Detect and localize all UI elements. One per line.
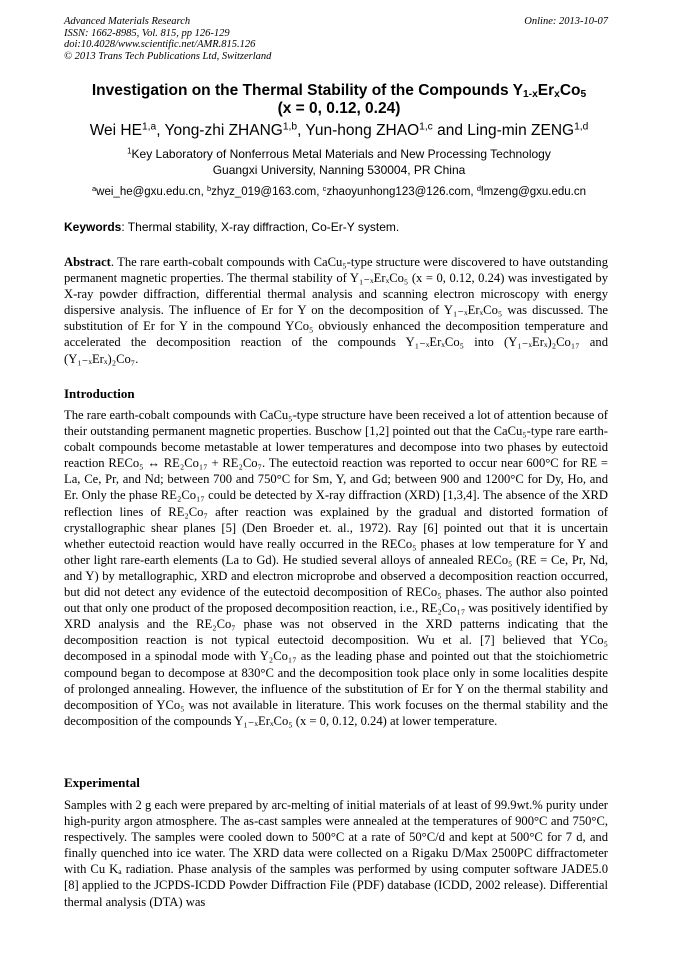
abstract	[64, 254, 608, 367]
author-emails	[20, 185, 658, 199]
introduction-text: The rare earth-cobalt compounds with CaCu₅-type structure have been received a lot of attention because of their outstanding permanent magnetic properties. Buschow [1,2] pointed out that the CaCu₅-type rare earth-cobalt compounds become metastable at lower temperatures and decompose into two phases by eutectoid reaction RECo₅ ↔ RE₂Co₁₇ + RE₂Co₇. The eutectoid reaction was reported to occur near 600°C for RE = La, Ce, Pr, and Nd; between 700 and 750°C for Sm, Y, and Gd; between 900 and 1200°C for Dy, Ho, and Er. Only the phase RE₂Co₁₇ could be detected by X-ray diffraction (XRD) [1,3,4]. The absence of the XRD reflection lines of RE₂Co₇ after reaction was explained by the gradual and distorted formation of crystallographic shear planes [5] (Den Broeder et. al., 1972). Ray [6] pointed out that it is uncertain whether eutectoid reaction would have really occurred in the RECo₅ phases at low temperature for Y and other light rare-earth elements (La to Gd). He studied several alloys of annealed RECo₅ (RE = Ce, Pr, Nd, and Y) by metallographic, XRD and electron microprobe and observed a decomposition reaction occurred, but did not detect any evidence of the eutectoid decomposition of RECo₅ phases. The author also pointed out that only one product of the proposed decomposition reaction, i.e., RE₂Co₁₇ was positively identified by XRD analysis and the RE₂Co₇ phase was not observed in the XRD patterns indicating that the decomposition reaction is not typical eutectoid decomposition. Wu et al. [7] believed that YCo₅ decomposed in a spinodal mode with Y₂Co₁₇ as the leading phase and pointed out that the stoichiometric compound began to decompose at 830°C and the decomposition took place only in some localities despite of prolonged annealing. However, the influence of the substitution of Er for Y on the thermal stability and decomposition of YCo₅ was not available in literature. This work focuses on the thermal stability and the decomposition of the compounds Y₁₋ₓErₓCo₅ (x = 0, 0.12, 0.24) at lower temperature.	[64, 408, 608, 728]
journal-issn: ISSN: 1662-8985, Vol. 815, pp 126-129	[64, 27, 230, 39]
author-list	[20, 121, 658, 141]
journal-doi: doi:10.4028/www.scientific.net/AMR.815.126	[64, 39, 256, 50]
paper-title: Investigation on the Thermal Stability of the Compounds $Y_{1-x}Er_xCo_5$ (x = 0, 0.12, 0.24)	[40, 82, 638, 118]
introduction-heading: Introduction	[64, 386, 135, 401]
experimental-heading: Experimental	[64, 775, 140, 790]
online-date: Online: 2013-10-07	[524, 16, 608, 27]
abstract-text: . The rare earth-cobalt compounds with CaCu₅-type structure were discovered to have outstanding permanent magnetic properties. The thermal stability of Y₁₋ₓErₓCo₅ (x = 0, 0.12, 0.24) was investigated by X-ray powder diffraction, differential thermal analysis and scanning electron microscopy with energy dispersive analysis. The influence of Er for Y on the decomposition of Y₁₋ₓErₓCo₅ was discussed. The substitution of Er for Y in the compound YCo₅ obviously enhanced the decomposition temperature and accelerated the decomposition reaction of the compounds Y₁₋ₓErₓCo₅ into (Y₁₋ₓErₓ)₂Co₁₇ and (Y₁₋ₓErₓ)₂Co₇.	[64, 255, 608, 366]
journal-copyright: © 2013 Trans Tech Publications Ltd, Switzerland	[64, 50, 272, 62]
journal-header	[64, 16, 608, 62]
paper-title-line2: (x = 0, 0.12, 0.24)	[277, 100, 401, 117]
abstract-label: Abstract	[64, 255, 111, 269]
affiliation: $^1$Key Laboratory of Nonferrous Metal Materials and New Processing Technology Guangxi University, Nanning 530004, PR China	[127, 146, 551, 177]
email: $^b$zhyz_019@163.com,	[206, 183, 323, 198]
email: $^d$lmzeng@gxu.edu.cn	[476, 183, 587, 198]
keywords-text: : Thermal stability, X-ray diffraction, Co-Er-Y system.	[121, 220, 400, 234]
journal-name: Advanced Materials Research	[64, 16, 191, 27]
author: Wei HE$^{1,a}$,	[89, 121, 165, 139]
author: Yun-hong ZHAO$^{1,c}$ and	[305, 121, 468, 139]
email: $^a$wei_he@gxu.edu.cn,	[91, 183, 207, 198]
keywords-label: Keywords	[64, 220, 122, 234]
experimental-text: Samples with 2 g each were prepared by arc-melting of initial materials of at least of 99.9wt.% purity under high-purity argon atmosphere. The as-cast samples were annealed at the temperatures of 900°C and 750°C, respectively. The samples were cooled down to 500°C at a rate of 50°C/d and kept at 500°C for 7 d, and finally quenched into ice water. The XRD data were collected on a Rigaku D/Max 2500PC diffractometer with Cu Kₐ radiation. Phase analysis of the samples was performed by using computer software JADE5.0 [8] applied to the JCPDS-ICDD Powder Diffraction File (PDF) database (ICDD, 2002 release). Differential thermal analysis (DTA) was	[64, 798, 608, 909]
keywords	[64, 220, 608, 234]
author: Ling-min ZENG$^{1,d}$	[467, 121, 589, 139]
author: Yong-zhi ZHANG$^{1,b}$,	[164, 121, 306, 139]
email: $^c$zhaoyunhong123@126.com,	[322, 183, 477, 198]
